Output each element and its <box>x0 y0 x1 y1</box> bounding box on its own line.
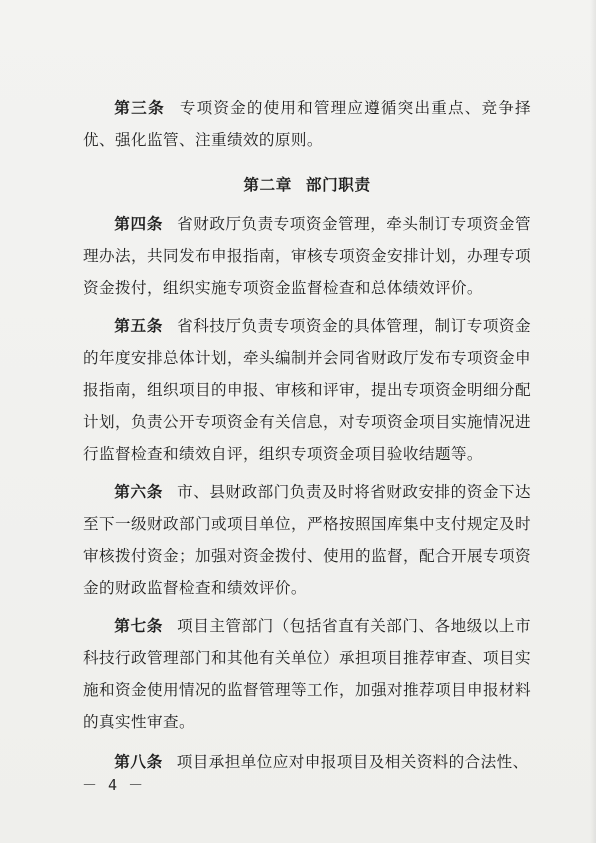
chapter-number: 第二章 <box>243 175 292 194</box>
article-4 <box>83 208 531 304</box>
article-3-label: 第三条 <box>114 98 166 117</box>
article-6-label: 第六条 <box>114 482 164 501</box>
article-7-label: 第七条 <box>114 616 164 635</box>
page-edge-shadow <box>590 0 596 843</box>
article-7-text: 项目主管部门（包括省直有关部门、各地级以上市科技行政管理部门和其他有关单位）承担项目推荐审查、项目实施和资金使用情况的监督管理等工作，加强对推荐项目申报材料的真实性审查。 <box>83 617 531 731</box>
article-6-text: 市、县财政部门负责及时将省财政安排的资金下达至下一级财政部门或项目单位，严格按照国库集中支付规定及时审核拨付资金；加强对资金拨付、使用的监督，配合开展专项资金的财政监督检查和绩效评价。 <box>83 483 531 597</box>
article-8 <box>83 746 531 778</box>
article-3 <box>83 92 531 156</box>
article-6 <box>83 476 531 604</box>
document-body <box>83 92 531 778</box>
article-8-text: 项目承担单位应对申报项目及相关资料的合法性、 <box>176 753 529 771</box>
chapter-heading <box>83 170 531 200</box>
article-5-label: 第五条 <box>114 316 164 335</box>
article-4-label: 第四条 <box>114 214 164 233</box>
page-number: － 4 － <box>82 776 145 794</box>
article-5-text: 省科技厅负责专项资金的具体管理，制订专项资金的年度安排总体计划，牵头编制并会同省财政厅发布专项资金申报指南，组织项目的申报、审核和评审，提出专项资金明细分配计划，负责公开专项资金有关信息，对专项资金项目实施情况进行监督检查和绩效自评，组织专项资金项目验收结题等。 <box>83 317 531 463</box>
article-3-text: 专项资金的使用和管理应遵循突出重点、竞争择优、强化监管、注重绩效的原则。 <box>83 99 531 149</box>
article-5 <box>83 310 531 470</box>
chapter-title: 部门职责 <box>305 175 371 194</box>
article-4-text: 省财政厅负责专项资金管理，牵头制订专项资金管理办法，共同发布申报指南，审核专项资金安排计划，办理专项资金拨付，组织实施专项资金监督检查和总体绩效评价。 <box>83 215 531 297</box>
article-7 <box>83 610 531 738</box>
article-8-label: 第八条 <box>114 752 163 771</box>
